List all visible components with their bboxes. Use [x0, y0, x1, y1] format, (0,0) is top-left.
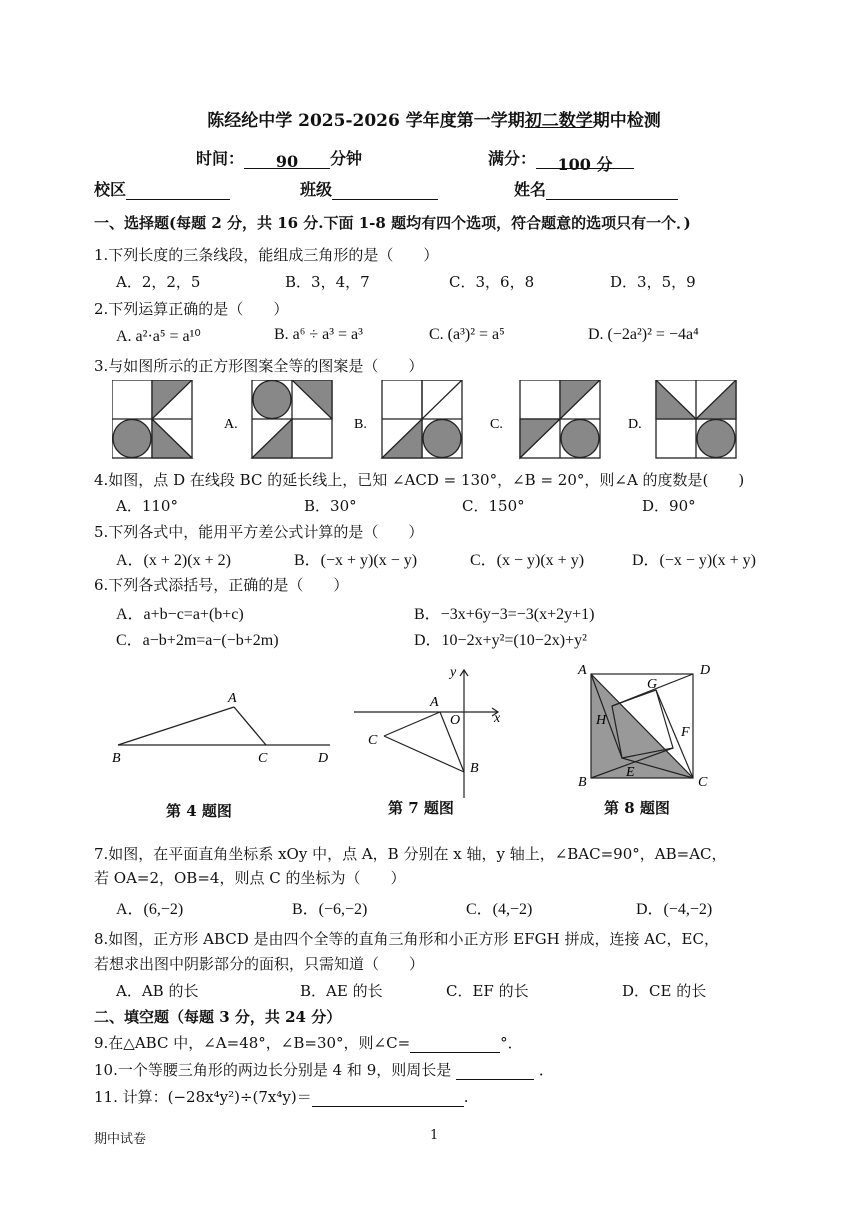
- q8-point-b: B: [578, 775, 587, 790]
- q8-option-b[interactable]: B．AE 的长: [300, 982, 383, 1000]
- q4-option-a[interactable]: A．110°: [116, 497, 178, 515]
- q4-point-c: C: [258, 751, 268, 766]
- class-field: [300, 177, 438, 200]
- section2-heading: 二、填空题（每题 3 分，共 24 分）: [94, 1008, 342, 1026]
- q9-unit: °．: [500, 1034, 523, 1052]
- name-label: 姓名: [514, 180, 547, 199]
- q11-text: 11. 计算：(−28x⁴y²)÷(7x⁴y)＝: [94, 1088, 312, 1106]
- time-unit: 分钟: [330, 149, 363, 168]
- time-value: 90: [244, 152, 330, 169]
- q8-point-f: F: [681, 725, 690, 740]
- q8-point-e: E: [626, 765, 635, 780]
- q7-figure: [350, 664, 510, 804]
- q11-end: .: [463, 1088, 469, 1106]
- q10-text: 10.一个等腰三角形的两边长分别是 4 和 9，则周长是: [94, 1061, 452, 1079]
- q9-answer-blank[interactable]: [410, 1036, 500, 1053]
- q7-axis-x: x: [494, 711, 501, 726]
- q6-option-a[interactable]: A．a+b−c=a+(b+c): [116, 606, 244, 623]
- q4-point-d: D: [318, 751, 329, 766]
- q4-point-a: A: [228, 691, 237, 706]
- q8-option-a[interactable]: A．AB 的长: [116, 982, 199, 1000]
- q3-option-a-pattern: [252, 380, 332, 458]
- q8-option-c[interactable]: C．EF 的长: [446, 982, 529, 1000]
- q8-point-h: H: [596, 713, 607, 728]
- q3-label-a: A.: [224, 417, 238, 432]
- q1-option-d[interactable]: D．3，5，9: [610, 273, 696, 291]
- q6-stem: 6.下列各式添括号，正确的是（ ）: [94, 576, 349, 594]
- footer-label: 期中试卷: [94, 1132, 147, 1147]
- page-number: 1: [430, 1128, 439, 1143]
- q8-figure: [570, 660, 720, 790]
- q2-option-d[interactable]: D. (−2a²)² = −4a⁴: [588, 326, 699, 343]
- q7-point-c: C: [368, 733, 378, 748]
- q11-stem: [94, 1086, 469, 1107]
- q3-label-c: C.: [490, 417, 503, 432]
- q3-option-c-pattern: [520, 380, 600, 458]
- q5-option-c[interactable]: C．(x − y)(x + y): [470, 552, 585, 569]
- section1-heading: 一、选择题(每题 2 分，共 16 分.下面 1-8 题均有四个选项，符合题意的选项只有一个．): [94, 214, 691, 232]
- q10-stem: [94, 1059, 554, 1080]
- q4-option-b[interactable]: B．30°: [304, 497, 357, 515]
- q7-point-a: A: [430, 695, 439, 710]
- time-info: [196, 146, 362, 169]
- time-label: 时间：: [196, 149, 245, 168]
- q6-option-d[interactable]: D．10−2x+y²=(10−2x)+y²: [414, 632, 587, 649]
- q4-option-d[interactable]: D．90°: [642, 497, 696, 515]
- campus-label: 校区: [94, 180, 127, 199]
- score-info: [488, 146, 634, 174]
- q7-option-a[interactable]: A．(6,−2): [116, 901, 184, 918]
- title-exam: 期中检测: [592, 111, 661, 131]
- q1-stem: 1.下列长度的三条线段，能组成三角形的是（ ）: [94, 246, 439, 264]
- q10-end: ．: [538, 1061, 554, 1079]
- score-value: 100 分: [536, 152, 634, 169]
- score-label: 满分：: [488, 149, 537, 168]
- q4-point-b: B: [112, 751, 121, 766]
- q7-stem-line2: 若 OA=2，OB=4，则点 C 的坐标为（ ）: [94, 869, 406, 887]
- q7-point-b: B: [470, 761, 479, 776]
- q7-option-c[interactable]: C．(4,−2): [466, 901, 533, 918]
- q4-caption: 第 4 题图: [166, 802, 232, 820]
- q8-option-d[interactable]: D．CE 的长: [622, 982, 707, 1000]
- q4-figure: [106, 688, 346, 768]
- q7-axis-y: y: [450, 665, 457, 680]
- q11-answer-blank[interactable]: [312, 1090, 464, 1107]
- q3-option-d-pattern: [656, 380, 736, 458]
- q8-point-g: G: [647, 677, 658, 692]
- q8-caption: 第 8 题图: [604, 799, 670, 817]
- class-label: 班级: [300, 180, 333, 199]
- q9-text: 9.在△ABC 中，∠A=48°，∠B=30°，则∠C=: [94, 1034, 411, 1052]
- q3-option-b-pattern: [382, 380, 462, 458]
- q2-option-b[interactable]: B. a⁶ ÷ a³ = a³: [274, 326, 363, 343]
- campus-field: [94, 177, 230, 200]
- q8-point-a: A: [578, 663, 587, 678]
- q5-option-d[interactable]: D．(−x − y)(x + y): [632, 552, 756, 569]
- q7-caption: 第 7 题图: [388, 799, 454, 817]
- q1-option-a[interactable]: A．2，2，5: [116, 273, 201, 291]
- q4-option-c[interactable]: C．150°: [462, 497, 525, 515]
- q3-label-d: D.: [628, 417, 642, 432]
- q3-given-pattern: [112, 380, 192, 458]
- q1-option-c[interactable]: C．3，6，8: [449, 273, 535, 291]
- q9-stem: [94, 1032, 523, 1053]
- q7-option-b[interactable]: B．(−6,−2): [292, 901, 368, 918]
- q3-stem: 3.与如图所示的正方形图案全等的图案是（ ）: [94, 357, 424, 375]
- q8-point-d: D: [700, 663, 711, 678]
- campus-blank[interactable]: [126, 183, 230, 200]
- q6-option-b[interactable]: B．−3x+6y−3=−3(x+2y+1): [414, 606, 595, 623]
- q2-option-a[interactable]: A. a²·a⁵ = a¹⁰: [116, 328, 201, 345]
- q7-option-d[interactable]: D．(−4,−2): [636, 901, 713, 918]
- q5-option-a[interactable]: A．(x + 2)(x + 2): [116, 552, 231, 569]
- q6-option-c[interactable]: C．a−b+2m=a−(−b+2m): [116, 632, 279, 649]
- q1-option-b[interactable]: B．3，4，7: [285, 273, 370, 291]
- q5-option-b[interactable]: B．(−x + y)(x − y): [294, 552, 418, 569]
- q10-answer-blank[interactable]: [456, 1063, 534, 1080]
- page-title: [0, 106, 868, 131]
- q8-stem-line2: 若想求出图中阴影部分的面积，只需知道（ ）: [94, 955, 425, 973]
- q8-point-c: C: [698, 775, 708, 790]
- q3-label-b: B.: [354, 417, 367, 432]
- q3-figures: [112, 380, 782, 460]
- q8-stem-line1: 8.如图，正方形 ABCD 是由四个全等的直角三角形和小正方形 EFGH 拼成，连接 AC，EC，: [94, 930, 719, 948]
- class-blank[interactable]: [332, 183, 438, 200]
- title-subject: 初二数学: [524, 111, 593, 131]
- name-blank[interactable]: [546, 183, 678, 200]
- name-field: [514, 177, 678, 200]
- q2-option-c[interactable]: C. (a³)² = a⁵: [429, 326, 505, 343]
- q7-origin-o: O: [450, 713, 461, 728]
- q5-stem: 5.下列各式中，能用平方差公式计算的是（ ）: [94, 523, 424, 541]
- q7-stem-line1: 7.如图，在平面直角坐标系 xOy 中，点 A，B 分别在 x 轴，y 轴上，∠BAC=90°，AB=AC，: [94, 845, 727, 863]
- q2-stem: 2.下列运算正确的是（ ）: [94, 300, 289, 318]
- q4-stem: 4.如图，点 D 在线段 BC 的延长线上，已知 ∠ACD = 130°，∠B = 20°，则∠A 的度数是( ): [94, 471, 745, 489]
- title-school: 陈经纶中学 2025-2026 学年度第一学期: [207, 111, 525, 131]
